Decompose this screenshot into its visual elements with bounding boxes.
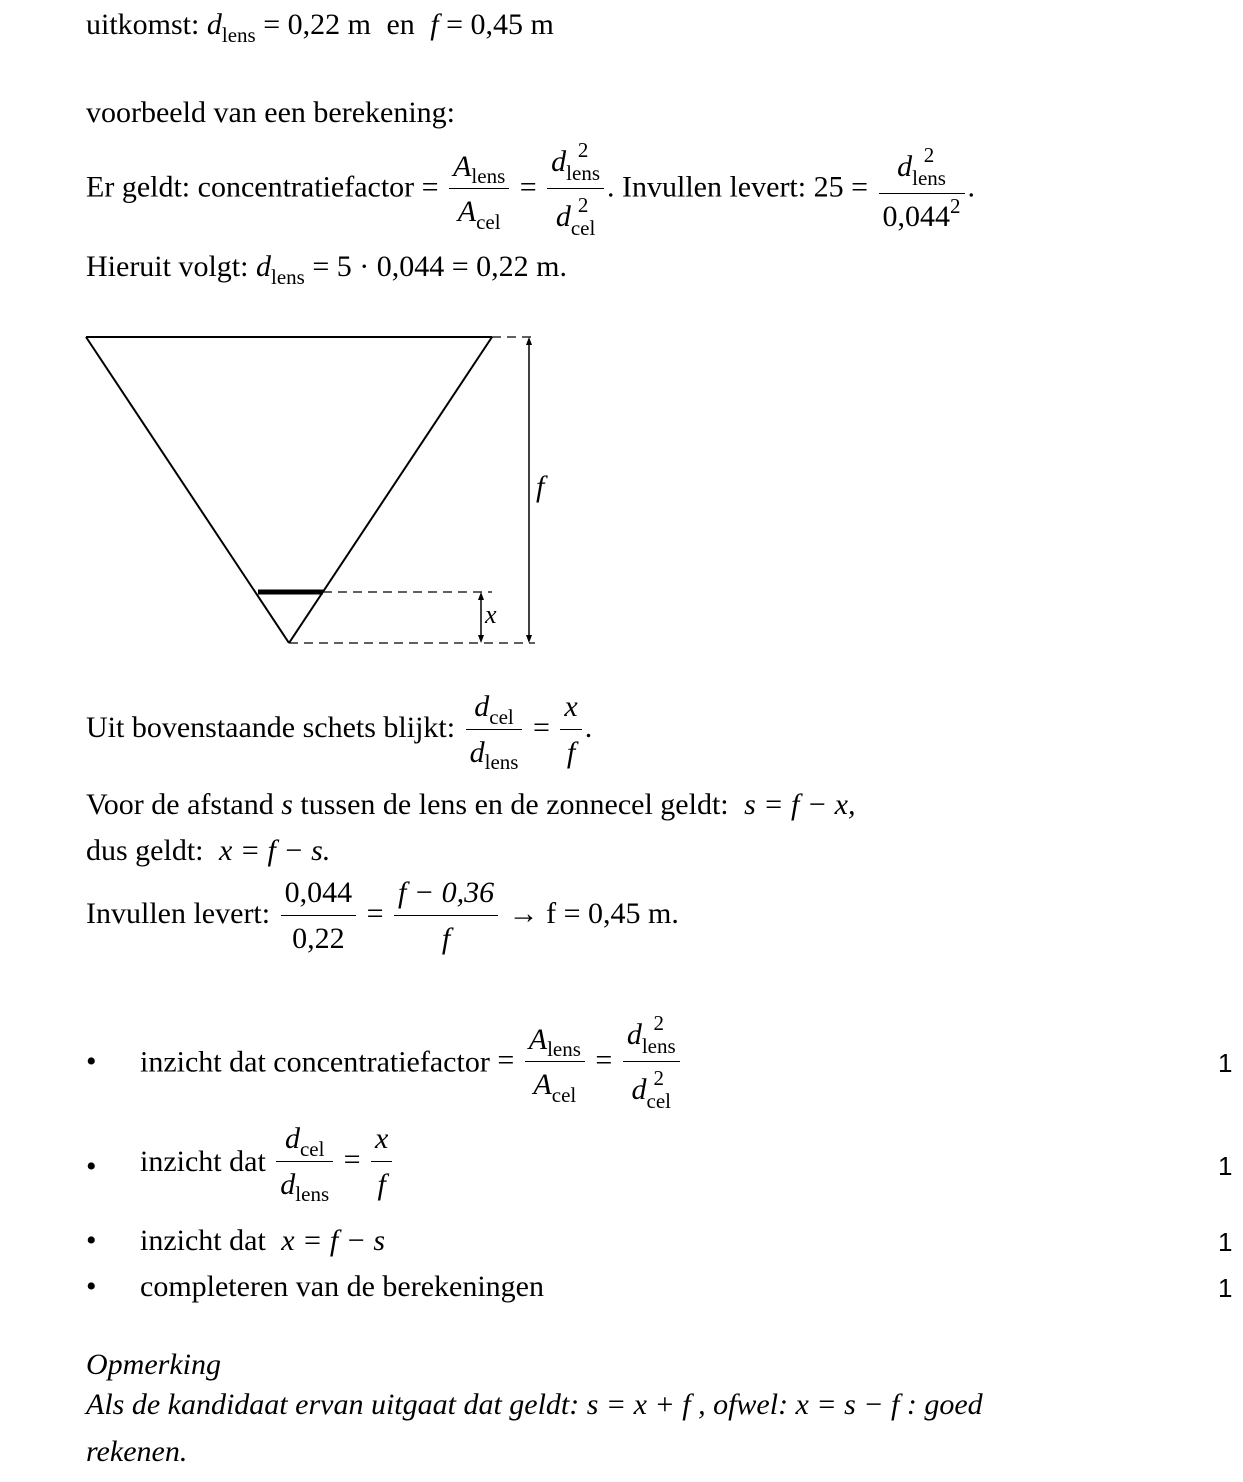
x-symbol: x <box>560 690 581 730</box>
a-cel-sub: cel <box>551 1082 577 1107</box>
a-lens-sub: lens <box>547 1037 581 1062</box>
remark-heading: Opmerking <box>86 1348 221 1381</box>
num-right: f − 0,36 <box>394 876 498 916</box>
score: 1 <box>1218 1273 1233 1303</box>
line-x-formula: x = f − s. <box>219 834 331 867</box>
fraction-area: $\frac{A_{lens}}{A_{cel}}$ <box>525 1023 585 1103</box>
remark-line-1: Als de kandidaat ervan uitgaat dat geldt: s = x + f , ofwel: x = s − f : goed <box>86 1388 983 1421</box>
fraction-area: $\frac{A_{lens}}{A_{cel}}$ <box>449 150 509 230</box>
equals: = <box>263 8 281 41</box>
cone-left <box>86 337 289 643</box>
line-s-text: Voor de afstand <box>86 788 274 821</box>
outcome-conjunction: en <box>386 8 415 41</box>
line-x-text: dus geldt: <box>86 834 204 867</box>
bullet: • <box>86 1224 97 1257</box>
d-symbol: d <box>255 250 271 283</box>
arrow-x-bottom <box>478 635 484 643</box>
sup-2: 2 <box>653 1066 664 1090</box>
criterion-1: inzicht dat concentratiefactor = $\frac{A_{lens}}{A_{cel}}$ = d 2 lens d 2 cel <box>140 1013 683 1112</box>
d-cel-sub: cel <box>299 1136 325 1161</box>
label-x: x <box>485 600 497 629</box>
criterion-word: concentratiefactor <box>273 1045 490 1079</box>
outcome-label: uitkomst: <box>86 8 200 41</box>
equation-concentration: Er geldt: concentratiefactor = $\frac{A_{lens}}{A_{cel}}$ = d 2 lens d 2 cel . Invullen levert: 25 = d 2 lens 0,044$^2$ . <box>86 138 976 240</box>
d-cel-sub: cel <box>489 704 514 729</box>
d-value: 0,22 m <box>287 8 371 41</box>
d-lens-sub: lens <box>912 165 946 190</box>
sup-2: 2 <box>653 1011 664 1035</box>
line-s-formula: s = f − x, <box>744 788 856 821</box>
equation-sketch: Uit bovenstaande schets blijkt: $\frac{d_{cel}}{d_{lens}}$ = $\frac{x}{f}$ . <box>86 690 593 775</box>
score: 1 <box>1218 1048 1233 1078</box>
fraction-d: $\frac{d_{cel}}{d_{lens}}$ <box>466 690 523 770</box>
arrow-x-top <box>478 592 484 600</box>
line-s-text2: tussen de lens en de zonnecel geldt: <box>300 788 729 821</box>
a-cel-sub: cel <box>476 209 501 234</box>
d-subscript: lens <box>221 22 256 47</box>
label-f: f <box>536 470 545 503</box>
eq3-prefix: Uit bovenstaande schets blijkt: <box>86 710 456 744</box>
eq2-sub: lens <box>270 264 305 289</box>
fraction-d: $\frac{d_{cel}}{d_{lens}}$ <box>276 1122 333 1202</box>
equation-fill-f: Invullen levert: $\frac{0,044}{0,22}$ = $\frac{f - 0,36}{f}$ → f = 0,45 m. <box>86 876 679 955</box>
d-lens-sub: lens <box>295 1182 330 1207</box>
line-distance-s <box>86 790 855 820</box>
example-heading: voorbeeld van een berekening: <box>86 96 456 129</box>
eq4-result: → f = 0,45 m. <box>508 896 679 930</box>
den-left: 0,22 <box>292 921 345 955</box>
s-symbol: s <box>281 788 293 821</box>
bullet: • <box>86 1045 97 1078</box>
score: 1 <box>1218 1227 1233 1257</box>
fraction-left <box>281 876 357 956</box>
d-symbol: d <box>206 8 222 41</box>
sup-2: 2 <box>577 193 589 217</box>
f-symbol: f <box>430 8 439 41</box>
sup-2: 2 <box>577 138 589 162</box>
fraction-right <box>394 876 498 956</box>
fraction-diameter: d 2 lens d 2 cel <box>623 1013 680 1112</box>
den-right: f <box>441 921 451 955</box>
den-value: 0,044 <box>882 199 951 233</box>
eq4-prefix: Invullen levert: <box>86 896 271 930</box>
fraction-xf <box>371 1122 392 1202</box>
remark-line-2: rekenen. <box>86 1435 188 1468</box>
d-lens-sub: lens <box>566 161 600 185</box>
sup-2: 2 <box>923 142 935 167</box>
equals: = <box>446 8 464 41</box>
f-value: 0,45 m <box>470 8 554 41</box>
eq2-prefix: Hieruit volgt: <box>86 250 249 283</box>
num-left: 0,044 <box>281 876 357 916</box>
d-lens-sub: lens <box>641 1034 676 1058</box>
f-symbol: f <box>377 1167 386 1201</box>
fraction-fill: d 2 lens 0,044$^2$ <box>879 145 965 235</box>
line-x <box>86 836 330 866</box>
criterion-4: completeren van de berekeningen <box>140 1270 544 1303</box>
criterion-2: inzicht dat $\frac{d_{cel}}{d_{lens}}$ = $\frac{x}{f}$ <box>140 1122 395 1202</box>
eq1-end: . <box>967 170 976 204</box>
d-cel-sub: cel <box>646 1089 671 1113</box>
fraction-xf <box>560 690 581 770</box>
bullet: • <box>86 1150 97 1183</box>
x-symbol: x <box>371 1122 392 1162</box>
bullet: • <box>86 1270 97 1303</box>
d-cel-sub: cel <box>570 216 596 240</box>
eq2-rhs: = 5 · 0,044 = 0,22 m. <box>312 250 567 283</box>
criterion-3 <box>140 1224 385 1258</box>
eq1-prefix: Er geldt: <box>86 170 191 204</box>
fraction-diameter: d 2 lens d 2 cel <box>547 140 604 239</box>
eq1-value: 25 <box>813 170 844 204</box>
a-lens-sub: lens <box>471 164 506 189</box>
equation-result-d <box>86 250 567 289</box>
criterion-text: inzicht dat <box>140 1145 266 1178</box>
arrow-f-top <box>526 337 532 345</box>
lens-diagram <box>0 320 600 660</box>
eq1-fill-label: . Invullen levert: <box>607 170 807 204</box>
eq1-word: concentratiefactor <box>197 170 415 204</box>
f-symbol: f <box>566 735 576 769</box>
score: 1 <box>1218 1151 1233 1181</box>
d-lens-sub: lens <box>484 750 519 775</box>
criterion-formula: x = f − s <box>281 1224 386 1257</box>
outcome-line <box>86 8 554 47</box>
sup-2: 2 <box>950 193 961 218</box>
criterion-text: inzicht dat <box>140 1045 266 1079</box>
arrow-f-bottom <box>526 635 532 643</box>
eq3-end: . <box>584 710 593 744</box>
criterion-text: inzicht dat <box>140 1224 266 1257</box>
cone-right <box>289 337 492 643</box>
